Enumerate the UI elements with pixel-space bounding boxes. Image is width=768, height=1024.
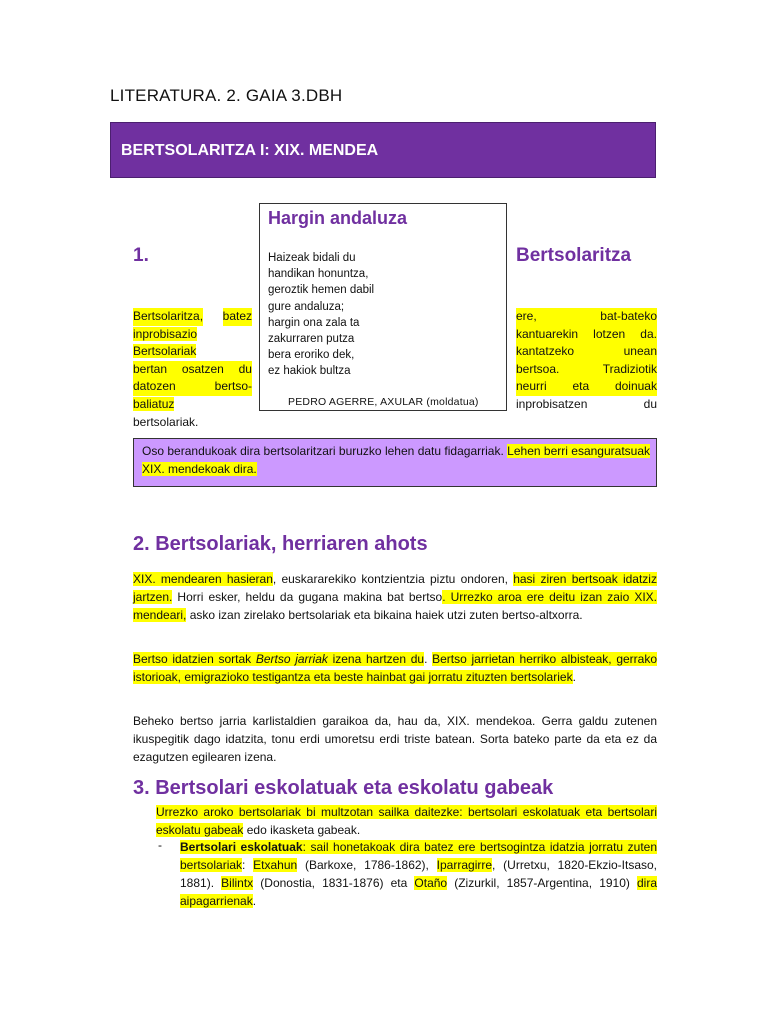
highlighted-text: Etxahun: [253, 858, 298, 872]
text-run: (Barkoxe, 1786-1862),: [297, 858, 437, 872]
poem-box: [259, 203, 507, 411]
highlighted-text: Bertso jarriak: [255, 652, 328, 666]
text-run: Horri esker, heldu da gugana makina bat bertso: [172, 590, 443, 604]
text-line: [516, 343, 657, 361]
poem-line: handikan honuntza,: [268, 268, 369, 281]
poem-line: ez hakiok bultza: [268, 365, 351, 378]
text-word: eta: [572, 379, 590, 394]
section2-paragraph-3: Beheko bertso jarria karlistaldien garaikoa da, hau da, XIX. mendekoa. Gerra galdu zutenen ikuspegitik dago idatzita, tonu erdi umoretsu erdi triste batean. Sorta bateko parte da eta ez da ezagutzen egilearen izena.: [133, 714, 657, 764]
text-line: [516, 396, 657, 414]
note-text: [142, 442, 650, 478]
highlighted-text: Bertso jarrietan herriko albisteak, gerrako istorioak, emigrazioko testigantza eta beste hainbat gai jorratu zituzten bertsolariek: [133, 652, 658, 684]
highlighted-text: Otaño: [414, 876, 448, 890]
text-line: [516, 378, 657, 396]
text-word: Bertsolaritza,: [133, 308, 203, 326]
poem-lines: [268, 250, 374, 380]
highlighted-text: aipagarrienak: [180, 894, 253, 908]
section2-paragraph-1: [133, 570, 657, 624]
highlighted-text: Urrezko aroko bertsolariak bi multzotan sailka daitezke: bertsolari eskolatuak eta bertsolari eskolatu gabeak: [156, 805, 657, 837]
text-run: .: [572, 670, 576, 684]
section-banner: [110, 122, 656, 178]
text-word: inprobisatzen: [516, 396, 588, 411]
text-word: baliatuz: [133, 396, 175, 411]
text-word: kantuarekin: [516, 326, 579, 341]
poem-line: Haizeak bidali du: [268, 252, 356, 264]
text-word: inprobisazio: [133, 326, 198, 341]
text-word: kantatzeko: [516, 344, 575, 359]
section3-intro: [156, 803, 657, 839]
text-word: bertsolariak.: [133, 414, 199, 429]
note-plain: Oso berandukoak dira bertsolaritzari buruzko lehen datu fidagarriak.: [142, 444, 508, 458]
poem-line: bera eroriko dek,: [268, 349, 355, 362]
text-line: [133, 343, 252, 361]
text-line: [516, 308, 657, 326]
text-run: .: [252, 894, 257, 908]
text-word: batez: [223, 308, 252, 326]
text-word: datozen: [133, 379, 176, 394]
highlighted-text: : sail honetakoak dira batez ere bertsogintza idatzia jorratu zuten bertsolariak: [180, 840, 658, 872]
section1-number: 1.: [133, 245, 149, 266]
text-run: asko izan zirelako bertsolariak eta bikaina haiek utzi zuten bertso-altxorra.: [186, 608, 583, 622]
text-word: da.: [640, 326, 657, 341]
highlighted-text: Bilintx: [221, 876, 254, 890]
text-word: unean: [623, 344, 657, 359]
text-word: ere,: [516, 309, 537, 323]
poem-line: gure andaluza;: [268, 300, 345, 313]
text-word: bertan: [133, 361, 168, 376]
text-line: [133, 378, 252, 396]
text-run: , euskararekiko kontzientzia piztu ondoren,: [272, 572, 514, 586]
text-word: Bertsolariak: [133, 344, 197, 359]
text-word: doinuak: [614, 379, 657, 394]
text-word: bat-bateko: [600, 309, 657, 323]
text-word: du: [643, 396, 657, 411]
text-line: [133, 414, 252, 432]
poem-line: geroztik hemen dabil: [268, 284, 375, 297]
highlighted-text: . Urrezko aroa ere deitu izan zaio XIX. mendeari,: [133, 590, 658, 622]
text-line: [133, 326, 252, 344]
note-highlight: Lehen berri esanguratsuak XIX. mendekoak dira.: [142, 444, 651, 476]
highlighted-text: hasi ziren bertsoak idatziz jartzen.: [133, 572, 657, 604]
poem-title: Hargin andaluza: [268, 208, 408, 228]
text-run: :: [242, 858, 254, 872]
text-word: Tradiziotik: [602, 361, 657, 376]
section2-paragraph-2: [133, 650, 657, 686]
banner-title: BERTSOLARITZA I: XIX. MENDEA: [121, 142, 379, 159]
text-word: lotzen: [593, 326, 626, 341]
text-line: [133, 361, 252, 379]
note-box: [133, 438, 657, 487]
text-line: [133, 308, 252, 326]
text-word: bertsoa.: [516, 361, 560, 376]
section1-right-column: [516, 308, 657, 414]
poem-line: zakurraren putza: [268, 333, 355, 346]
text-run: , (Urretxu, 1820-Ekzio-Itsaso, 1881).: [180, 858, 658, 890]
section2-heading: 2. Bertsolariak, herriaren ahots: [133, 533, 428, 555]
section1-left-column: [133, 308, 252, 431]
highlighted-text: Iparragirre: [436, 858, 493, 872]
text-line: [516, 361, 657, 379]
highlighted-text: dira: [637, 876, 658, 890]
page-title: LITERATURA. 2. GAIA 3.DBH: [110, 86, 343, 105]
text-word: osatzen: [181, 361, 224, 376]
highlighted-text: Bertso idatzien sortak: [133, 652, 256, 666]
highlighted-text: izena hartzen du: [327, 652, 425, 666]
highlighted-text: XIX. mendearen hasieran: [133, 572, 273, 586]
text-run: (Zizurkil, 1857-Argentina, 1910): [447, 876, 637, 890]
text-run: edo ikasketa gabeak.: [243, 823, 361, 837]
text-run: (Donostia, 1831-1876) eta: [253, 876, 415, 890]
text-word: du: [238, 361, 252, 376]
section3-bullet: [180, 838, 657, 910]
section1-title: Bertsolaritza: [516, 245, 632, 266]
text-line: [516, 326, 657, 344]
text-run: .: [424, 652, 433, 666]
section3-heading: 3. Bertsolari eskolatuak eta eskolatu gabeak: [133, 777, 554, 799]
poem-line: hargin ona zala ta: [268, 316, 360, 329]
poem-author: PEDRO AGERRE, AXULAR (moldatua): [288, 396, 479, 408]
highlighted-text: Bertsolari eskolatuak: [180, 840, 303, 854]
bullet-dash: -: [158, 838, 162, 852]
text-word: neurri: [516, 379, 547, 394]
text-line: [133, 396, 252, 414]
text-word: bertso-: [214, 379, 252, 394]
